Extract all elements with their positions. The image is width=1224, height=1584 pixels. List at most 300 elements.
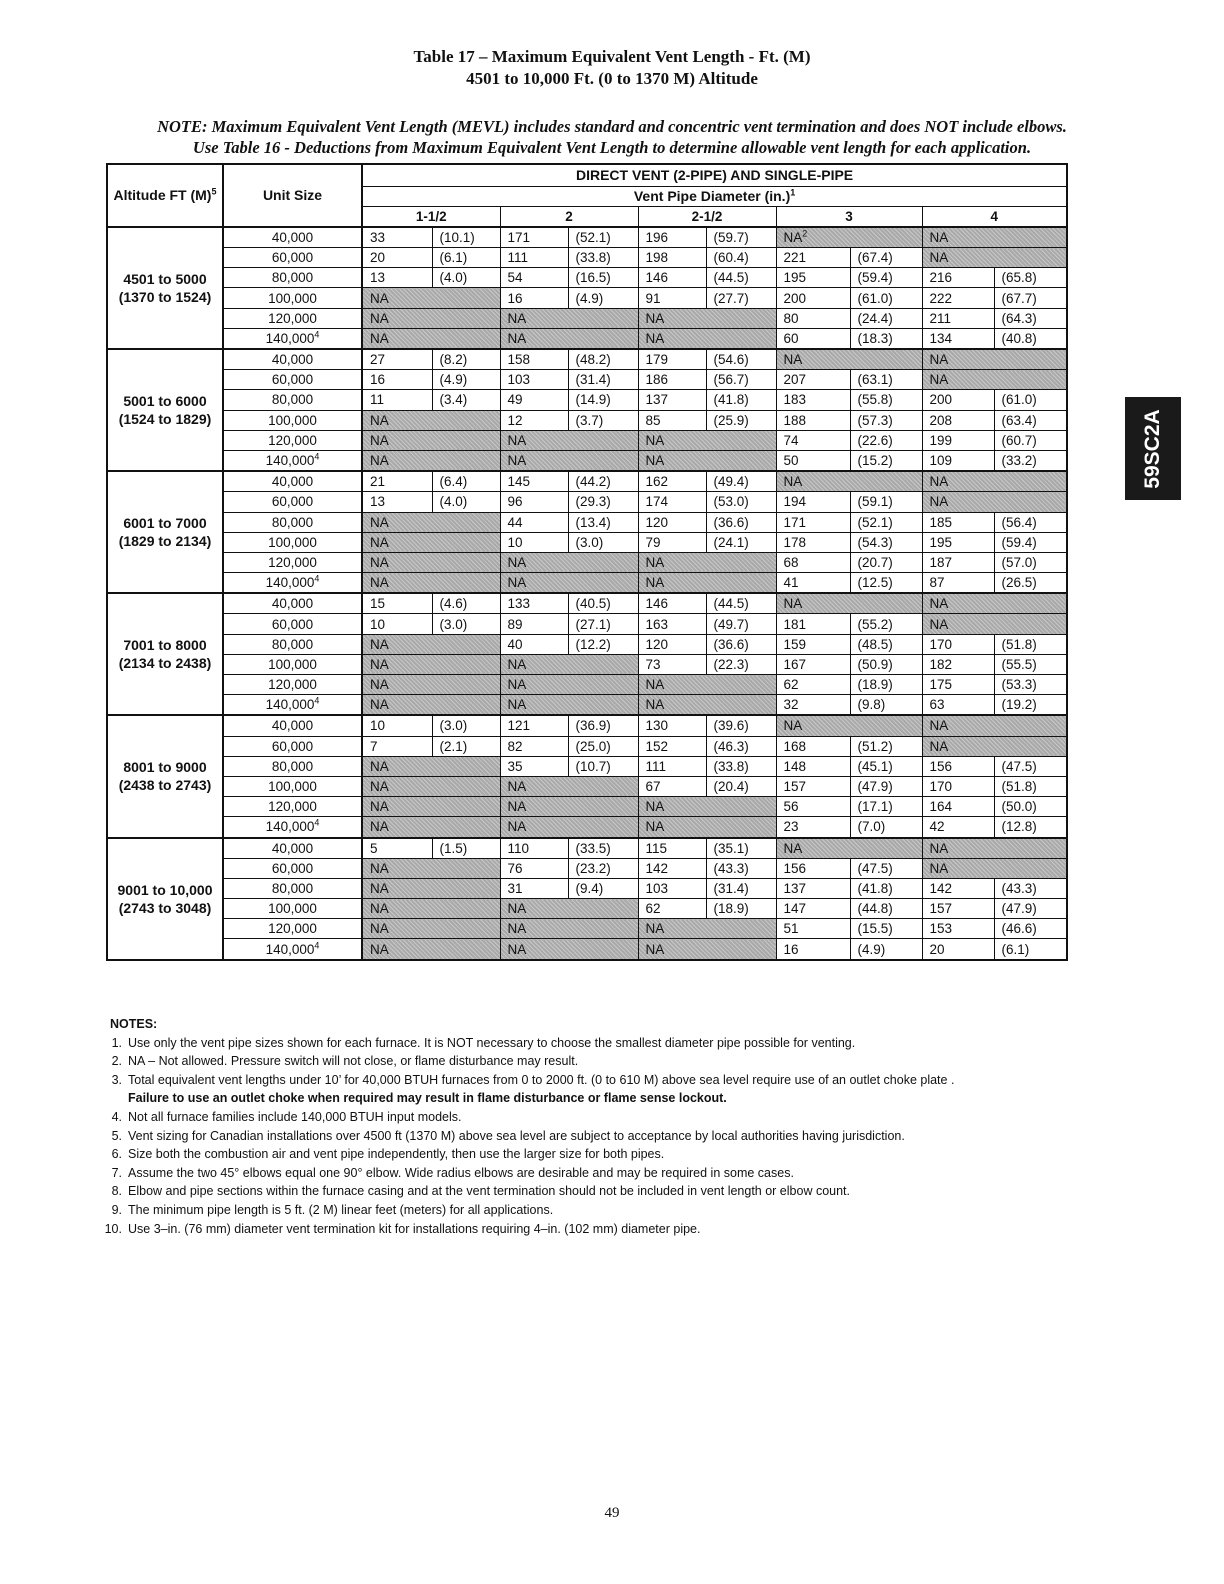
length-m: (47.9) — [850, 776, 922, 796]
note-item — [110, 1052, 1110, 1071]
note-number: 4. — [111, 1109, 122, 1124]
na-cell — [638, 308, 776, 328]
length-m: (33.5) — [568, 838, 638, 859]
na-cell — [922, 227, 1067, 248]
na-label: NA — [929, 718, 949, 734]
length-ft: 148 — [776, 756, 850, 776]
table-row — [107, 776, 1067, 796]
length-ft: 10 — [500, 532, 568, 552]
na-cell — [776, 471, 922, 492]
length-m: (33.2) — [994, 450, 1067, 471]
length-m: (47.9) — [994, 899, 1067, 919]
unit-size — [223, 695, 362, 716]
length-ft: 195 — [922, 532, 994, 552]
length-ft: 115 — [638, 838, 706, 859]
note-item — [110, 1201, 1110, 1220]
note-item — [110, 1108, 1110, 1127]
unit-size — [223, 654, 362, 674]
length-ft: 137 — [638, 390, 706, 410]
unit-size — [223, 450, 362, 471]
na-label: NA — [370, 330, 389, 346]
unit-size-value: 140,000 — [265, 697, 315, 713]
length-ft: 194 — [776, 492, 850, 512]
unit-size — [223, 248, 362, 268]
na-label: NA — [507, 656, 527, 672]
length-ft: 60 — [776, 328, 850, 349]
length-m: (15.5) — [850, 919, 922, 939]
na-label: NA — [929, 494, 949, 510]
length-ft: 5 — [362, 838, 432, 859]
length-ft: 137 — [776, 878, 850, 898]
na-cell — [500, 776, 638, 796]
unit-size-value: 100,000 — [268, 656, 317, 672]
length-m: (18.9) — [850, 675, 922, 695]
na-cell — [500, 695, 638, 716]
length-ft: 221 — [776, 248, 850, 268]
na-cell — [500, 328, 638, 349]
unit-size-value: 100,000 — [268, 412, 317, 428]
na-cell — [922, 370, 1067, 390]
na-label: NA — [645, 941, 665, 957]
length-m: (59.7) — [706, 227, 776, 248]
length-m: (4.0) — [432, 492, 500, 512]
na-cell — [638, 919, 776, 939]
length-ft: 110 — [500, 838, 568, 859]
length-ft: 91 — [638, 288, 706, 308]
length-m: (40.5) — [568, 593, 638, 614]
length-ft: 56 — [776, 797, 850, 817]
length-ft: 54 — [500, 268, 568, 288]
length-m: (45.1) — [850, 756, 922, 776]
unit-size — [223, 858, 362, 878]
length-m: (31.4) — [706, 878, 776, 898]
unit-size-value: 140,000 — [265, 575, 315, 591]
length-ft: 153 — [922, 919, 994, 939]
note-item — [110, 1145, 1110, 1164]
note-text: Use only the vent pipe sizes shown for each furnace. It is NOT necessary to choose the smallest diameter pipe possible for venting. — [128, 1035, 856, 1050]
unit-size — [223, 492, 362, 512]
unit-size-value: 140,000 — [265, 941, 315, 957]
na-label: NA — [783, 840, 803, 856]
length-m: (67.4) — [850, 248, 922, 268]
diameter-header: 2 — [500, 206, 638, 227]
length-ft: 196 — [638, 227, 706, 248]
length-ft: 96 — [500, 492, 568, 512]
unit-size-value: 100,000 — [268, 901, 317, 917]
length-m: (25.0) — [568, 736, 638, 756]
table-row — [107, 471, 1067, 492]
length-m: (50.9) — [850, 654, 922, 674]
length-m: (41.8) — [850, 878, 922, 898]
na-label: NA — [370, 290, 389, 306]
unit-size-value: 40,000 — [271, 718, 314, 734]
note-number: 6. — [111, 1147, 122, 1162]
length-ft: 16 — [362, 370, 432, 390]
length-m: (33.8) — [568, 248, 638, 268]
length-m: (44.2) — [568, 471, 638, 492]
length-m: (17.1) — [850, 797, 922, 817]
na-cell — [500, 450, 638, 471]
length-ft: 20 — [922, 939, 994, 960]
table-row — [107, 817, 1067, 838]
na-label: NA — [370, 575, 389, 591]
na-label: NA — [507, 453, 527, 469]
na-label: NA — [783, 596, 803, 612]
length-m: (23.2) — [568, 858, 638, 878]
na-label: NA — [370, 880, 389, 896]
length-ft: 222 — [922, 288, 994, 308]
length-ft: 170 — [922, 776, 994, 796]
length-m: (20.7) — [850, 552, 922, 572]
na-cell — [362, 675, 500, 695]
length-ft: 111 — [500, 248, 568, 268]
unit-size — [223, 349, 362, 370]
na-label: NA — [507, 432, 527, 448]
length-m: (51.8) — [994, 634, 1067, 654]
length-m: (59.4) — [850, 268, 922, 288]
diameter-header: 2-1/2 — [638, 206, 776, 227]
table-row — [107, 756, 1067, 776]
length-m: (3.0) — [568, 532, 638, 552]
note-number: 9. — [111, 1202, 122, 1217]
unit-size — [223, 736, 362, 756]
table-row — [107, 552, 1067, 572]
length-ft: 109 — [922, 450, 994, 471]
na-cell — [500, 899, 638, 919]
altitude-header — [107, 164, 223, 227]
na-label: NA — [507, 819, 527, 835]
na-label: NA — [370, 412, 389, 428]
na-label: NA — [507, 941, 527, 957]
length-m: (49.7) — [706, 614, 776, 634]
na-cell — [362, 817, 500, 838]
table-row — [107, 614, 1067, 634]
length-m: (3.7) — [568, 410, 638, 430]
unit-size-value: 60,000 — [271, 860, 314, 876]
length-m: (6.1) — [432, 248, 500, 268]
unit-size-value: 60,000 — [271, 494, 314, 510]
unit-size — [223, 817, 362, 838]
length-ft: 174 — [638, 492, 706, 512]
na-label: NA — [645, 575, 665, 591]
table-row — [107, 512, 1067, 532]
na-label: NA — [507, 330, 527, 346]
diameter-header: 4 — [922, 206, 1067, 227]
altitude-range: 9001 to 10,000 (2743 to 3048) — [107, 838, 223, 960]
length-ft: 50 — [776, 450, 850, 471]
note-text: Assume the two 45° elbows equal one 90° elbow. Wide radius elbows are desirable and may be required in some cases. — [128, 1165, 794, 1180]
na-label: NA — [929, 860, 949, 876]
length-ft: 13 — [362, 492, 432, 512]
length-ft: 145 — [500, 471, 568, 492]
length-ft: 120 — [638, 634, 706, 654]
na-cell — [776, 715, 922, 736]
length-ft: 156 — [776, 858, 850, 878]
length-ft: 7 — [362, 736, 432, 756]
na-label: NA — [507, 901, 527, 917]
length-m: (51.2) — [850, 736, 922, 756]
page-number: 49 — [604, 1505, 620, 1521]
length-ft: 49 — [500, 390, 568, 410]
na-label: NA — [370, 799, 389, 815]
unit-size-value: 60,000 — [271, 250, 314, 266]
unit-size — [223, 471, 362, 492]
length-m: (31.4) — [568, 370, 638, 390]
table-row — [107, 878, 1067, 898]
pipe-diameter-label: Vent Pipe Diameter (in.) — [633, 187, 791, 204]
length-ft: 200 — [922, 390, 994, 410]
unit-size-value: 40,000 — [271, 352, 314, 368]
na-cell — [500, 308, 638, 328]
length-m: (54.3) — [850, 532, 922, 552]
na-label: NA — [929, 840, 949, 856]
length-ft: 181 — [776, 614, 850, 634]
na-label: NA — [783, 229, 803, 245]
length-ft: 162 — [638, 471, 706, 492]
unit-footnote-ref: 4 — [314, 940, 320, 951]
note-item — [110, 1034, 1110, 1053]
unit-size — [223, 268, 362, 288]
length-m: (24.4) — [850, 308, 922, 328]
na-cell — [362, 756, 500, 776]
length-m: (2.1) — [432, 736, 500, 756]
length-ft: 198 — [638, 248, 706, 268]
length-m: (46.6) — [994, 919, 1067, 939]
unit-size-value: 80,000 — [271, 514, 314, 530]
length-ft: 13 — [362, 268, 432, 288]
length-ft: 41 — [776, 573, 850, 594]
note-line-2: Use Table 16 - Deductions from Maximum Equivalent Vent Length to determine allowable vent length for each application. — [192, 138, 1032, 157]
length-m: (25.9) — [706, 410, 776, 430]
table-row — [107, 899, 1067, 919]
length-m: (47.5) — [850, 858, 922, 878]
na-label: NA — [929, 372, 949, 388]
pipe-diameter-footnote-ref: 1 — [790, 186, 796, 197]
na-label: NA — [370, 636, 389, 652]
note-text: Size both the combustion air and vent pipe independently, then use the larger size for both pipes. — [128, 1147, 665, 1162]
length-ft: 211 — [922, 308, 994, 328]
na-cell — [362, 288, 500, 308]
length-ft: 178 — [776, 532, 850, 552]
na-cell — [776, 593, 922, 614]
unit-size-value: 120,000 — [268, 554, 317, 570]
altitude-range: 7001 to 8000 (2134 to 2438) — [107, 593, 223, 715]
length-m: (18.3) — [850, 328, 922, 349]
title-line-2: 4501 to 10,000 Ft. (0 to 1370 M) Altitude — [466, 69, 758, 88]
na-cell — [638, 573, 776, 594]
length-ft: 183 — [776, 390, 850, 410]
note-text: Total equivalent vent lengths under 10’ for 40,000 BTUH furnaces from 0 to 2000 ft. (0 to 610 M) above sea level require use of an outlet choke plate . — [128, 1072, 955, 1087]
na-cell — [922, 838, 1067, 859]
na-cell — [922, 492, 1067, 512]
table-note — [80, 116, 1144, 158]
table-row — [107, 532, 1067, 552]
table-row — [107, 288, 1067, 308]
unit-size-value: 140,000 — [265, 330, 315, 346]
na-cell — [500, 939, 638, 960]
length-ft: 27 — [362, 349, 432, 370]
length-ft: 79 — [638, 532, 706, 552]
length-ft: 146 — [638, 593, 706, 614]
unit-size — [223, 512, 362, 532]
notes-list — [104, 1034, 1110, 1239]
length-m: (4.6) — [432, 593, 500, 614]
na-cell — [922, 248, 1067, 268]
table-row — [107, 695, 1067, 716]
length-m: (61.0) — [850, 288, 922, 308]
length-m: (64.3) — [994, 308, 1067, 328]
length-ft: 35 — [500, 756, 568, 776]
notes-section — [104, 1015, 1110, 1238]
na-label: NA — [370, 921, 389, 937]
length-m: (29.3) — [568, 492, 638, 512]
length-ft: 156 — [922, 756, 994, 776]
note-text: Elbow and pipe sections within the furnace casing and at the vent termination should not be included in vent length or elbow count. — [128, 1184, 850, 1199]
length-m: (53.0) — [706, 492, 776, 512]
na-label: NA — [370, 554, 389, 570]
table-row — [107, 430, 1067, 450]
na-label: NA — [370, 860, 389, 876]
table-row — [107, 268, 1067, 288]
na-cell — [638, 328, 776, 349]
length-m: (36.6) — [706, 634, 776, 654]
length-m: (20.4) — [706, 776, 776, 796]
table-row — [107, 715, 1067, 736]
unit-size-value: 120,000 — [268, 432, 317, 448]
note-item — [110, 1164, 1110, 1183]
na-cell — [362, 573, 500, 594]
length-m: (9.8) — [850, 695, 922, 716]
side-tab — [1125, 397, 1181, 500]
note-text: NA – Not allowed. Pressure switch will not close, or flame disturbance may result. — [128, 1054, 579, 1069]
length-ft: 76 — [500, 858, 568, 878]
length-ft: 142 — [638, 858, 706, 878]
na-cell — [776, 227, 922, 248]
length-m: (40.8) — [994, 328, 1067, 349]
length-m: (61.0) — [994, 390, 1067, 410]
na-cell — [362, 512, 500, 532]
na-cell — [362, 695, 500, 716]
na-label: NA — [783, 718, 803, 734]
length-m: (56.7) — [706, 370, 776, 390]
na-cell — [500, 430, 638, 450]
na-label: NA — [929, 474, 949, 490]
unit-size-value: 120,000 — [268, 799, 317, 815]
length-ft: 171 — [500, 227, 568, 248]
unit-footnote-ref: 4 — [314, 573, 320, 584]
length-m: (53.3) — [994, 675, 1067, 695]
table-row — [107, 939, 1067, 960]
length-m: (57.3) — [850, 410, 922, 430]
length-ft: 195 — [776, 268, 850, 288]
direct-vent-header: DIRECT VENT (2-PIPE) AND SINGLE-PIPE — [362, 164, 1067, 186]
length-ft: 171 — [776, 512, 850, 532]
na-cell — [638, 450, 776, 471]
table-title — [0, 46, 1224, 90]
length-ft: 207 — [776, 370, 850, 390]
length-m: (27.7) — [706, 288, 776, 308]
length-m: (63.1) — [850, 370, 922, 390]
unit-size — [223, 899, 362, 919]
na-cell — [362, 939, 500, 960]
length-m: (55.2) — [850, 614, 922, 634]
length-ft: 182 — [922, 654, 994, 674]
note-item — [110, 1071, 1110, 1108]
na-cell — [362, 308, 500, 328]
na-label: NA — [370, 677, 389, 693]
length-ft: 187 — [922, 552, 994, 572]
na-label: NA — [370, 941, 389, 957]
na-label: NA — [645, 921, 665, 937]
na-label: NA — [645, 697, 665, 713]
table-row — [107, 797, 1067, 817]
na-cell — [922, 736, 1067, 756]
length-m: (19.2) — [994, 695, 1067, 716]
table-row — [107, 838, 1067, 859]
na-label: NA — [783, 474, 803, 490]
length-m: (12.5) — [850, 573, 922, 594]
length-m: (52.1) — [568, 227, 638, 248]
length-ft: 63 — [922, 695, 994, 716]
na-label: NA — [507, 554, 527, 570]
table-row — [107, 492, 1067, 512]
table-row — [107, 450, 1067, 471]
length-m: (33.8) — [706, 756, 776, 776]
length-m: (52.1) — [850, 512, 922, 532]
unit-size — [223, 675, 362, 695]
length-ft: 130 — [638, 715, 706, 736]
length-m: (44.5) — [706, 593, 776, 614]
unit-size-value: 140,000 — [265, 819, 315, 835]
unit-size-value: 120,000 — [268, 921, 317, 937]
unit-size-value: 80,000 — [271, 880, 314, 896]
table-row — [107, 593, 1067, 614]
length-m: (50.0) — [994, 797, 1067, 817]
length-m: (14.9) — [568, 390, 638, 410]
note-number: 10. — [104, 1221, 122, 1236]
length-m: (55.5) — [994, 654, 1067, 674]
length-ft: 111 — [638, 756, 706, 776]
unit-size-value: 100,000 — [268, 534, 317, 550]
na-label: NA — [645, 554, 665, 570]
unit-size-value: 120,000 — [268, 310, 317, 326]
length-m: (57.0) — [994, 552, 1067, 572]
length-m: (6.4) — [432, 471, 500, 492]
length-m: (60.7) — [994, 430, 1067, 450]
note-line-1: NOTE: Maximum Equivalent Vent Length (MEVL) includes standard and concentric vent termination and does NOT include elbows. — [157, 117, 1067, 136]
length-m: (3.4) — [432, 390, 500, 410]
table-row — [107, 248, 1067, 268]
length-m: (56.4) — [994, 512, 1067, 532]
na-cell — [362, 654, 500, 674]
length-ft: 179 — [638, 349, 706, 370]
table-row — [107, 736, 1067, 756]
unit-size-value: 120,000 — [268, 677, 317, 693]
length-ft: 11 — [362, 390, 432, 410]
length-m: (47.5) — [994, 756, 1067, 776]
length-m: (4.9) — [568, 288, 638, 308]
unit-size — [223, 838, 362, 859]
table-row — [107, 634, 1067, 654]
length-ft: 80 — [776, 308, 850, 328]
length-ft: 62 — [776, 675, 850, 695]
length-m: (60.4) — [706, 248, 776, 268]
na-label: NA — [929, 616, 949, 632]
unit-size-value: 40,000 — [271, 229, 314, 245]
unit-size — [223, 756, 362, 776]
unit-size-value: 40,000 — [271, 474, 314, 490]
note-number: 5. — [111, 1128, 122, 1143]
